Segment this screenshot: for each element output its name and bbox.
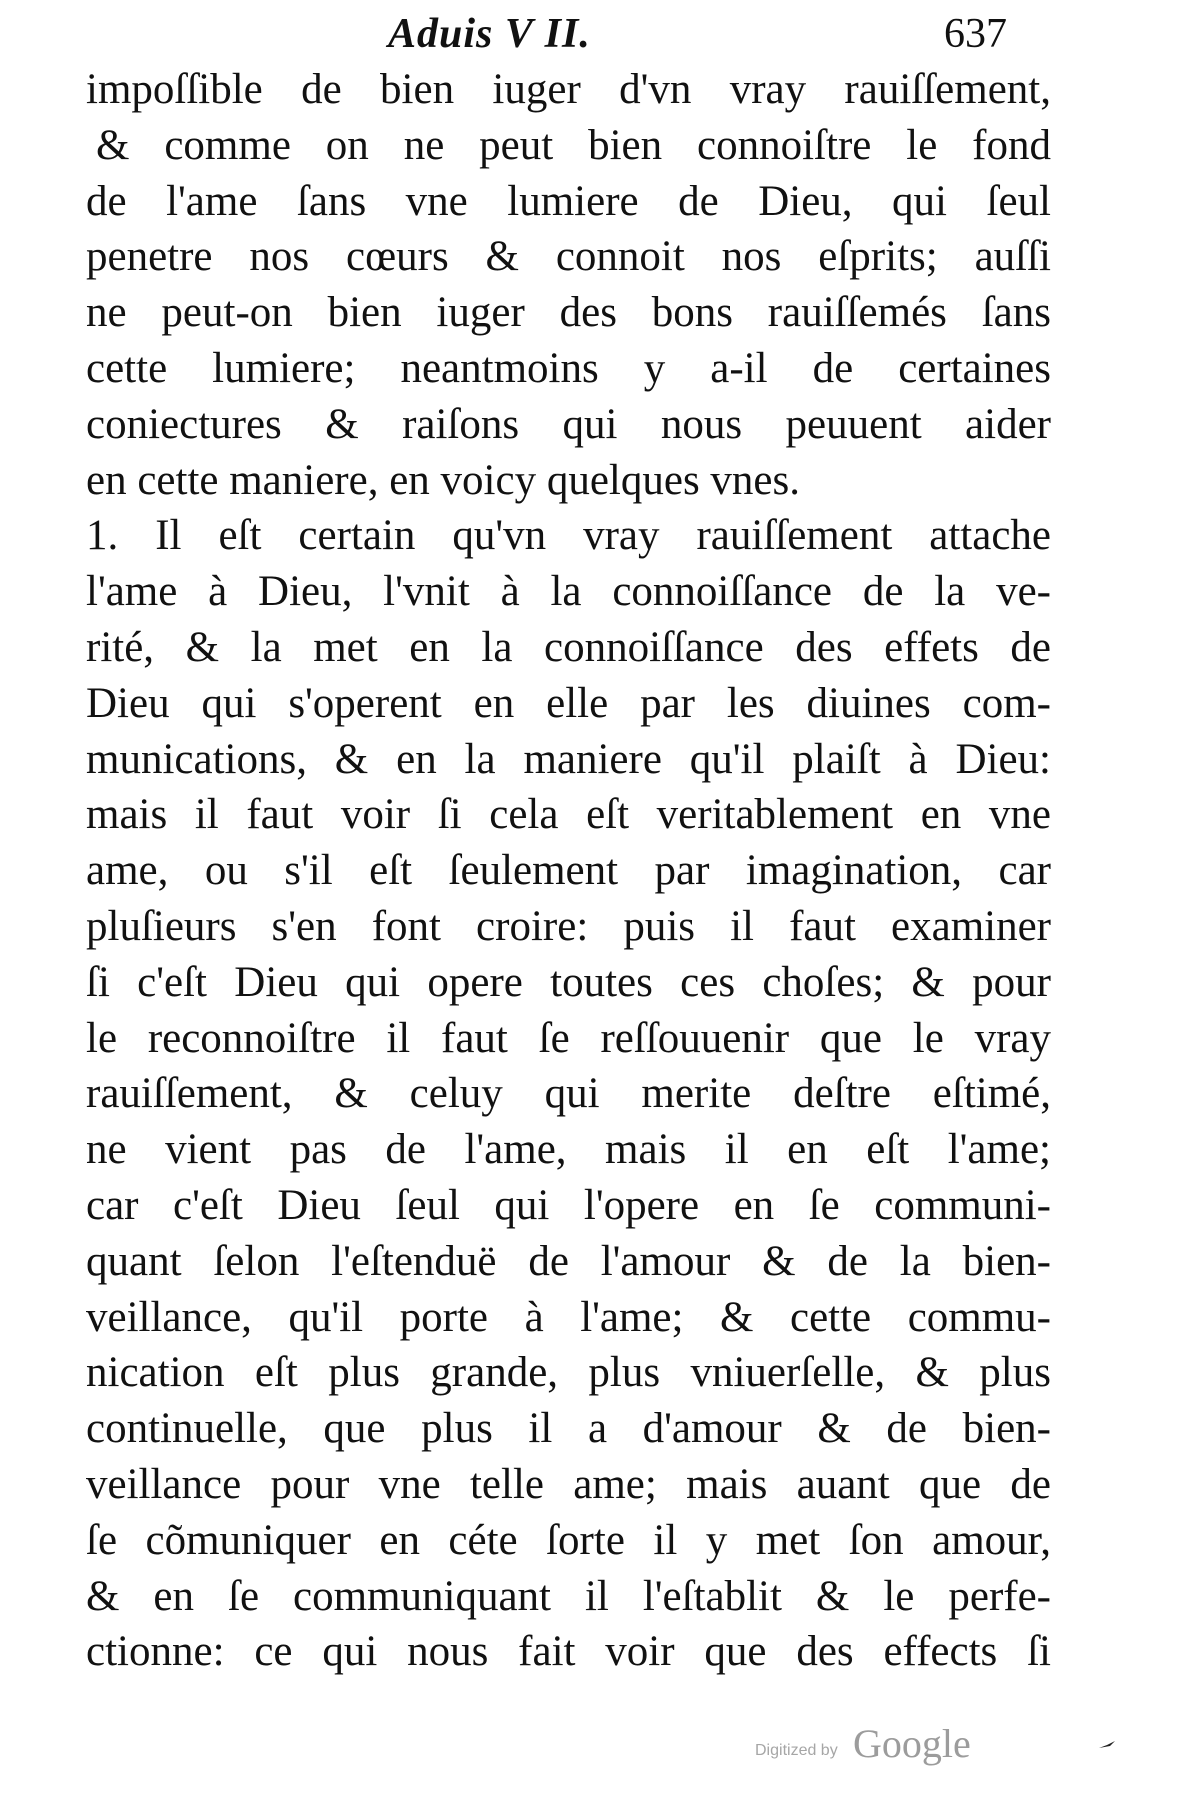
text-line: ſi c'eſt Dieu qui opere toutes ces choſes; & pour xyxy=(86,958,1051,1006)
text-line: 1. Il eſt certain qu'vn vray rauiſſement attache xyxy=(86,512,1051,560)
google-watermark xyxy=(755,1720,1015,1770)
text-line: l'ame à Dieu, l'vnit à la connoiſſance de la ve- xyxy=(86,568,1051,616)
text-line: pluſieurs s'en font croire: puis il faut examiner xyxy=(86,902,1051,950)
text-line: ctionne: ce qui nous fait voir que des effects ſi xyxy=(86,1628,1051,1676)
text-line: rité, & la met en la connoiſſance des effets de xyxy=(86,623,1051,671)
text-line: de l'ame ſans vne lumiere de Dieu, qui ſeul xyxy=(86,177,1051,225)
text-line: ne peut-on bien iuger des bons rauiſſemés ſans xyxy=(86,289,1051,337)
running-title: Aduis V II. xyxy=(388,11,591,57)
text-line: car c'eſt Dieu ſeul qui l'opere en ſe communi- xyxy=(86,1181,1051,1229)
text-line: munications, & en la maniere qu'il plaiſt à Dieu: xyxy=(86,735,1051,783)
digitized-by-label: Digitized by xyxy=(755,1742,838,1759)
ink-speck-icon xyxy=(1098,1740,1116,1750)
text-line: penetre nos cœurs & connoit nos eſprits; auſſi xyxy=(86,233,1051,281)
text-line: nication eſt plus grande, plus vniuerſelle, & plus xyxy=(86,1349,1051,1397)
text-line: continuelle, que plus il a d'amour & de bien- xyxy=(86,1405,1051,1453)
text-line: impoſſible de bien iuger d'vn vray rauiſſement, xyxy=(86,66,1051,113)
text-line: & en ſe communiquant il l'eſtablit & le perfe- xyxy=(86,1572,1051,1620)
text-line: & comme on ne peut bien connoiſtre le fond xyxy=(96,121,1051,169)
text-line: veillance, qu'il porte à l'ame; & cette commu- xyxy=(86,1293,1051,1341)
body-text xyxy=(86,62,1051,1680)
text-line: Dieu qui s'operent en elle par les diuines com- xyxy=(86,679,1051,727)
page-number: 637 xyxy=(944,11,1007,57)
text-line: le reconnoiſtre il faut ſe reſſouuenir que le vray xyxy=(86,1014,1051,1062)
text-line: ame, ou s'il eſt ſeulement par imagination, car xyxy=(86,847,1051,895)
text-line: cette lumiere; neantmoins y a-il de certaines xyxy=(86,344,1051,392)
text-line: coniectures & raiſons qui nous peuuent aider xyxy=(86,400,1051,448)
text-line: mais il faut voir ſi cela eſt veritablement en vne xyxy=(86,791,1051,839)
text-line: rauiſſement, & celuy qui merite deſtre eſtimé, xyxy=(86,1070,1051,1118)
text-line: ſe cõmuniquer en céte ſorte il y met ſon amour, xyxy=(86,1516,1051,1564)
text-line: ne vient pas de l'ame, mais il en eſt l'ame; xyxy=(86,1126,1051,1174)
running-head xyxy=(0,6,1203,62)
google-logo: Google xyxy=(853,1721,971,1766)
text-line: en cette maniere, en voicy quelques vnes. xyxy=(86,456,800,504)
text-line: veillance pour vne telle ame; mais auant que de xyxy=(86,1460,1051,1508)
text-line: quant ſelon l'eſtenduë de l'amour & de la bien- xyxy=(86,1237,1051,1285)
